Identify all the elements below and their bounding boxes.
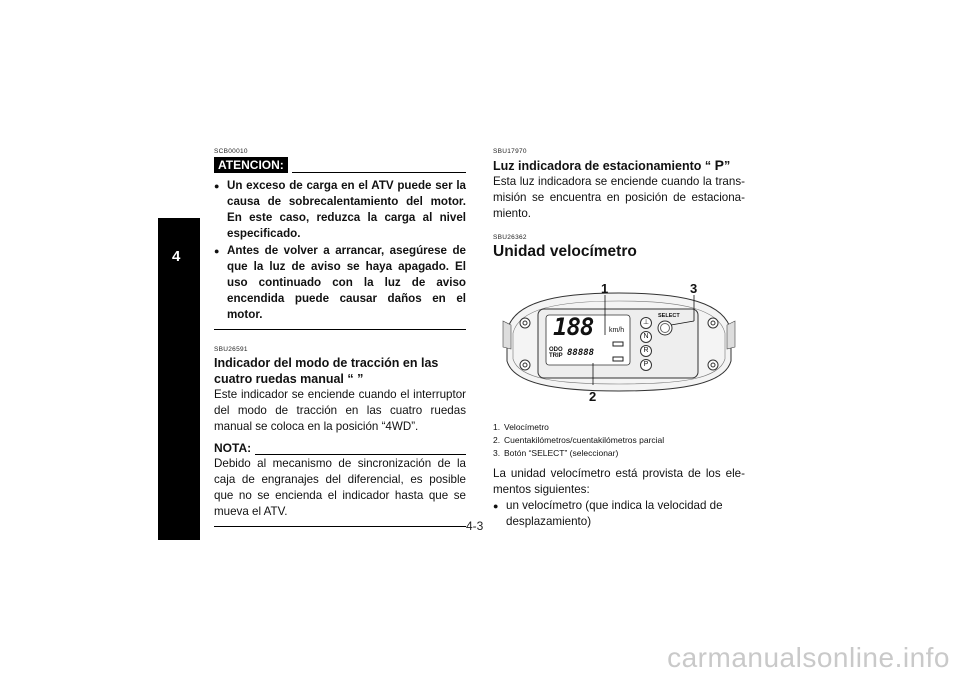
- caution-label: ATENCION:: [214, 157, 288, 173]
- caution-item: ● Un exceso de carga en el ATV puede ser la causa de sobrecalentamiento del motor. En este caso, reduzca la carga al nivel especificado.: [214, 178, 466, 242]
- figure-legend: [493, 421, 745, 460]
- note-header: [214, 441, 466, 455]
- 4wd-indicator-icon: ⊥: [640, 317, 652, 329]
- speedo-intro: La unidad velocímetro está provista de los elementos siguientes:: [493, 467, 745, 496]
- legend-item: 2. Cuentakilómetros/cuentakilómetros parcial: [493, 435, 665, 445]
- trip-label: TRIP: [549, 353, 563, 359]
- section-title-parking: [493, 157, 745, 174]
- section-code: SBU26591: [214, 346, 248, 353]
- park-code: SBU17970: [493, 148, 527, 155]
- chapter-tab: [158, 218, 200, 540]
- note-end-rule: [214, 526, 466, 527]
- speed-digits: 188: [553, 313, 594, 341]
- caution-rule: [292, 172, 466, 173]
- caution-header: [214, 157, 466, 173]
- right-column: [493, 148, 745, 531]
- callout-2: 2: [589, 389, 597, 404]
- callout-1: 1: [601, 281, 609, 296]
- parking-indicator-icon: P: [640, 359, 652, 371]
- caution-item: ● Antes de volver a arrancar, asegúrese de que la luz de aviso se haya apagado. El uso continuado con la luz de aviso encendida puede causar daños en el motor.: [214, 243, 466, 323]
- watermark: carmanualsonline.info: [667, 642, 950, 673]
- reverse-indicator-icon: R: [640, 345, 652, 357]
- section-title-text: Indicador del modo de tracción en las cuatro ruedas manual “ ”: [214, 356, 439, 386]
- select-label: SELECT: [658, 313, 680, 319]
- note-label: NOTA:: [214, 441, 252, 455]
- callout-3: 3: [690, 281, 698, 296]
- caution-list: [214, 178, 466, 323]
- park-title-text: Luz indicadora de estacionamiento “: [493, 159, 712, 173]
- odometer-digits: 88888: [567, 348, 595, 358]
- legend-item: 3. Botón “SELECT” (seleccionar): [493, 448, 619, 458]
- caution-code: SCB00010: [214, 148, 248, 155]
- odo-label: ODO: [549, 347, 563, 353]
- park-title-end: ”: [723, 159, 731, 173]
- speed-unit: km/h: [609, 327, 625, 334]
- speedo-item: ● un velocímetro (que indica la velocidad de desplazamiento): [493, 498, 745, 530]
- note-body: Debido al mecanismo de sincronización de la caja de engranajes del diferencial, es posible que no se encienda el indicador hasta que se mueva el ATV.: [214, 457, 466, 518]
- speedo-title: Unidad velocímetro: [493, 243, 637, 260]
- page-number: 4-3: [466, 519, 484, 533]
- section-title-4wd: [214, 355, 466, 387]
- left-column: [214, 148, 466, 537]
- note-rule: [255, 454, 466, 455]
- caution-end-rule: [214, 329, 466, 330]
- speedometer-figure: [493, 265, 745, 415]
- parking-p-icon: P: [714, 157, 724, 173]
- park-body: Esta luz indicadora se enciende cuando la transmisión se encuentra en posición de estacionamiento.: [493, 175, 745, 220]
- section-body-4wd: Este indicador se enciende cuando el interruptor del modo de tracción en las cuatro ruedas manual se coloca en la posición “4WD”.: [214, 388, 466, 433]
- speedometer-drawing: [493, 265, 745, 415]
- speedo-code: SBU26362: [493, 234, 527, 241]
- chapter-number: 4: [172, 248, 181, 265]
- legend-item: 1. Velocímetro: [493, 422, 549, 432]
- speedo-items: [493, 498, 745, 530]
- neutral-indicator-icon: N: [640, 331, 652, 343]
